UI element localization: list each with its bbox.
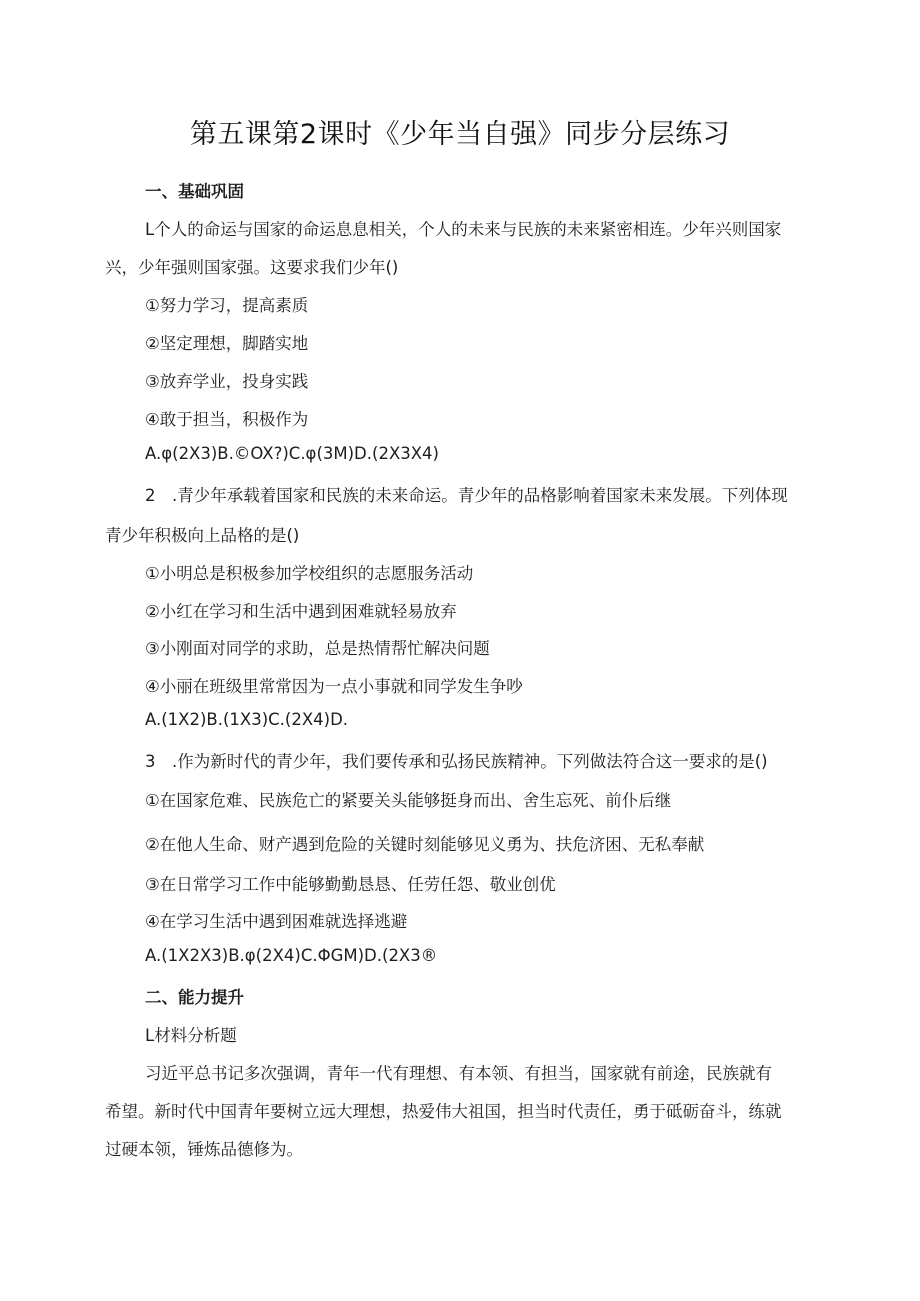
question-1-option-3: ③放弃学业，投身实践	[145, 372, 309, 391]
material-paragraph-line1: 习近平总书记多次强调，青年一代有理想、有本领、有担当，国家就有前途，民族就有	[145, 1064, 772, 1083]
question-3-stem: 3 .作为新时代的青少年，我们要传承和弘扬民族精神。下列做法符合这一要求的是()	[145, 752, 768, 771]
question-2-option-4: ④小丽在班级里常常因为一点小事就和同学发生争吵	[145, 677, 523, 696]
question-2-stem-line1: 2 .青少年承载着国家和民族的未来命运。青少年的品格影响着国家未来发展。下列体现	[145, 486, 788, 505]
question-2-option-3: ③小刚面对同学的求助，总是热情帮忙解决问题	[145, 639, 490, 658]
material-analysis-subheading: L材料分析题	[145, 1026, 237, 1045]
question-2-option-1: ①小明总是积极参加学校组织的志愿服务活动	[145, 564, 474, 583]
question-2-answer-choices: A.(1X2)B.(1X3)C.(2X4)D.	[145, 710, 349, 729]
question-2-stem-line2: 青少年积极向上品格的是()	[105, 526, 300, 545]
question-1-option-1: ①努力学习，提高素质	[145, 296, 309, 315]
page-title: 第五课第2课时《少年当自强》同步分层练习	[189, 119, 731, 150]
question-1-stem-line1: L个人的命运与国家的命运息息相关，个人的未来与民族的未来紧密相连。少年兴则国家	[145, 220, 782, 239]
question-3-answer-choices: A.(1X2X3)B.φ(2X4)C.ΦGM)D.(2X3®	[145, 946, 438, 965]
question-1-stem-line2: 兴，少年强则国家强。这要求我们少年()	[105, 258, 399, 277]
material-paragraph-line3: 过硬本领，锤炼品德修为。	[105, 1140, 303, 1159]
question-2-option-2: ②小红在学习和生活中遇到困难就轻易放弃	[145, 602, 457, 621]
question-1-answer-choices: A.φ(2X3)B.©OX?)C.φ(3M)D.(2X3X4)	[145, 444, 439, 463]
section-heading-basic: 一、基础巩固	[145, 182, 244, 201]
material-paragraph-line2: 希望。新时代中国青年要树立远大理想，热爱伟大祖国，担当时代责任，勇于砥砺奋斗，练就	[105, 1102, 782, 1121]
section-heading-advanced: 二、能力提升	[145, 988, 244, 1007]
question-3-option-4: ④在学习生活中遇到困难就选择逃避	[145, 912, 408, 931]
question-1-option-2: ②坚定理想，脚踏实地	[145, 334, 309, 353]
question-3-option-2: ②在他人生命、财产遇到危险的关键时刻能够见义勇为、扶危济困、无私奉献	[145, 835, 705, 854]
question-1-option-4: ④敢于担当，积极作为	[145, 410, 309, 429]
question-3-option-3: ③在日常学习工作中能够勤勤恳恳、任劳任怨、敬业创优	[145, 875, 556, 894]
question-3-option-1: ①在国家危难、民族危亡的紧要关头能够挺身而出、舍生忘死、前仆后继	[145, 791, 672, 810]
